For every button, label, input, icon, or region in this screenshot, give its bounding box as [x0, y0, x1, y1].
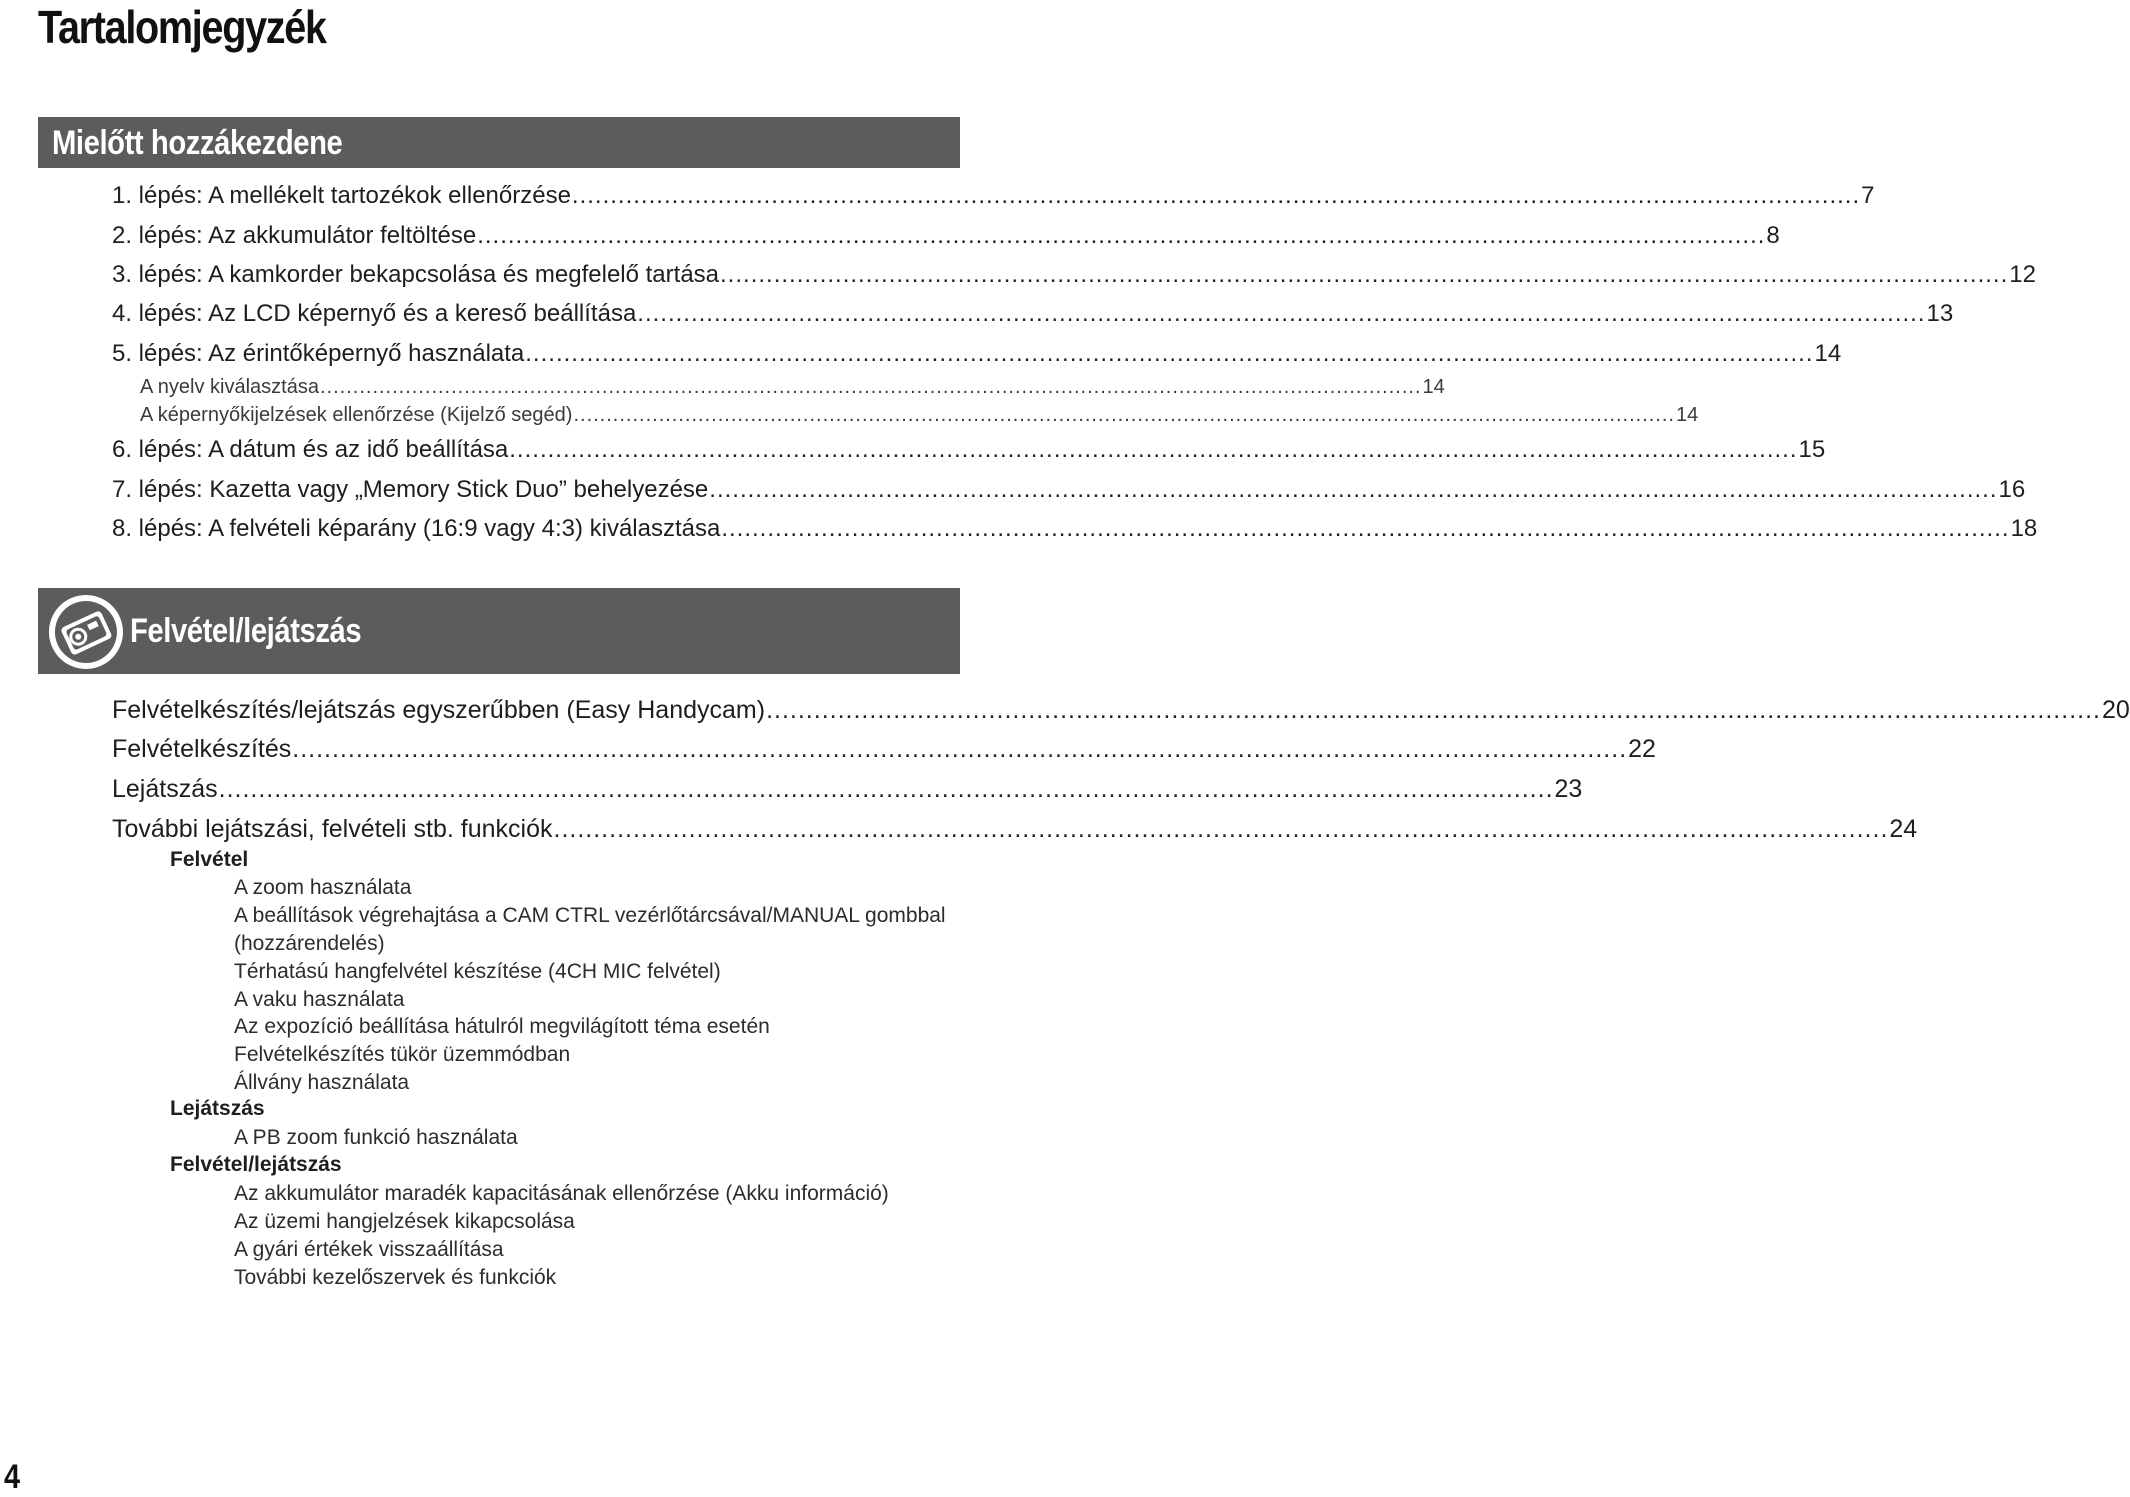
toc-entry-label: 4. lépés: Az LCD képernyő és a kereső beállítása	[112, 300, 637, 327]
toc-subentry[interactable]	[140, 376, 1445, 399]
toc-entry[interactable]	[112, 476, 2026, 504]
toc-entry-page: 16	[1998, 476, 2026, 503]
page-title: Tartalomjegyzék	[38, 1, 326, 53]
toc-entry-label: 2. lépés: Az akkumulátor feltöltése	[112, 222, 477, 249]
toc-entry-page: 14	[1422, 376, 1445, 398]
toc-entry-label: Felvételkészítés/lejátszás egyszerűbben (Easy Handycam)	[112, 696, 766, 724]
toc-entry-page: 22	[1628, 735, 1656, 763]
toc-entry-label: 8. lépés: A felvételi képarány (16:9 vagy 4:3) kiválasztása	[112, 515, 721, 542]
toc-entry[interactable]	[112, 515, 2038, 543]
toc-leader: ........................................................................................................................................................................	[766, 696, 2101, 724]
toc-leader: ........................................................................................................................................................................	[218, 775, 1554, 803]
toc-entry[interactable]	[112, 300, 1954, 328]
toc-entry-page: 14	[1675, 404, 1699, 426]
toc-entry-label: 1. lépés: A mellékelt tartozékok ellenőrzése	[112, 182, 571, 209]
toc-entry[interactable]	[112, 436, 1826, 464]
toc-entry-page: 13	[1926, 300, 1954, 327]
toc-entry[interactable]	[112, 182, 1875, 210]
section-title: Mielőtt hozzákezdene	[52, 124, 343, 162]
toc-leader: ........................................................................................................................................................................	[553, 815, 1889, 843]
toc-leader: ........................................................................................................................................................................	[319, 376, 1422, 398]
toc-entry[interactable]	[112, 696, 2130, 725]
feature-item[interactable]: A beállítások végrehajtása a CAM CTRL vezérlőtárcsával/MANUAL gombbal (hozzárendelés)	[234, 904, 946, 955]
feature-item[interactable]: Állvány használata	[234, 1071, 410, 1094]
toc-entry-label: Lejátszás	[112, 775, 218, 803]
toc-leader: ........................................................................................................................................................................	[720, 261, 2009, 288]
toc-entry-label: A képernyőkijelzések ellenőrzése (Kijelző segéd)	[140, 404, 573, 426]
toc-subentry[interactable]	[140, 404, 1699, 427]
toc-leader: ........................................................................................................................................................................	[721, 515, 2010, 542]
toc-entry[interactable]	[112, 222, 1780, 250]
toc-leader: ........................................................................................................................................................................	[477, 222, 1766, 249]
toc-entry[interactable]	[112, 775, 1583, 804]
feature-item[interactable]: További kezelőszervek és funkciók	[234, 1266, 557, 1289]
toc-entry-page: 20	[2101, 696, 2130, 724]
feature-item[interactable]: Az üzemi hangjelzések kikapcsolása	[234, 1210, 575, 1233]
toc-entry-label: Felvételkészítés	[112, 735, 292, 763]
toc-entry[interactable]	[112, 340, 1842, 368]
toc-leader: ........................................................................................................................................................................	[573, 404, 1675, 426]
feature-item[interactable]: A gyári értékek visszaállítása	[234, 1238, 504, 1261]
toc-entry[interactable]	[112, 815, 1918, 844]
toc-leader: ........................................................................................................................................................................	[525, 340, 1814, 367]
toc-entry-page: 8	[1766, 222, 1780, 249]
toc-entry-page: 18	[2010, 515, 2038, 542]
toc-leader: ........................................................................................................................................................................	[709, 476, 1998, 503]
toc-entry-page: 15	[1798, 436, 1826, 463]
group-heading-felvetel-lejatszas: Felvétel/lejátszás	[170, 1153, 342, 1176]
toc-entry-label: További lejátszási, felvételi stb. funkciók	[112, 815, 553, 843]
page-number: 4	[4, 1458, 21, 1496]
feature-item[interactable]: Az expozíció beállítása hátulról megvilágított téma esetén	[234, 1015, 770, 1038]
toc-entry-page: 7	[1861, 182, 1875, 209]
toc-entry-page: 12	[2009, 261, 2036, 288]
group-heading-felvetel: Felvétel	[170, 848, 249, 871]
feature-item[interactable]: A vaku használata	[234, 988, 405, 1011]
toc-entry-page: 14	[1814, 340, 1842, 367]
toc-entry[interactable]	[112, 735, 1656, 764]
toc-entry-page: 24	[1889, 815, 1918, 843]
toc-entry-label: 7. lépés: Kazetta vagy „Memory Stick Duo” behelyezése	[112, 476, 709, 503]
toc-entry-label: A nyelv kiválasztása	[140, 376, 319, 398]
section-header-recording	[38, 588, 960, 674]
feature-item[interactable]: A PB zoom funkció használata	[234, 1126, 518, 1149]
group-heading-lejatszas: Lejátszás	[170, 1097, 265, 1120]
feature-item[interactable]: Az akkumulátor maradék kapacitásának ellenőrzése (Akku információ)	[234, 1182, 889, 1205]
toc-entry-label: 3. lépés: A kamkorder bekapcsolása és megfelelő tartása	[112, 261, 720, 288]
feature-item[interactable]: Felvételkészítés tükör üzemmódban	[234, 1043, 571, 1066]
section-title: Felvétel/lejátszás	[130, 612, 362, 650]
toc-leader: ........................................................................................................................................................................	[509, 436, 1798, 463]
feature-item[interactable]: A zoom használata	[234, 876, 412, 899]
feature-item[interactable]: Térhatású hangfelvétel készítése (4CH MIC felvétel)	[234, 960, 721, 983]
toc-leader: ........................................................................................................................................................................	[292, 735, 1628, 763]
camera-icon	[46, 592, 126, 672]
toc-entry-page: 23	[1554, 775, 1583, 803]
toc-leader: ........................................................................................................................................................................	[571, 182, 1861, 209]
section-header-before	[38, 117, 960, 168]
toc-entry-label: 5. lépés: Az érintőképernyő használata	[112, 340, 525, 367]
toc-leader: ........................................................................................................................................................................	[637, 300, 1926, 327]
toc-entry-label: 6. lépés: A dátum és az idő beállítása	[112, 436, 509, 463]
toc-entry[interactable]	[112, 261, 2036, 289]
